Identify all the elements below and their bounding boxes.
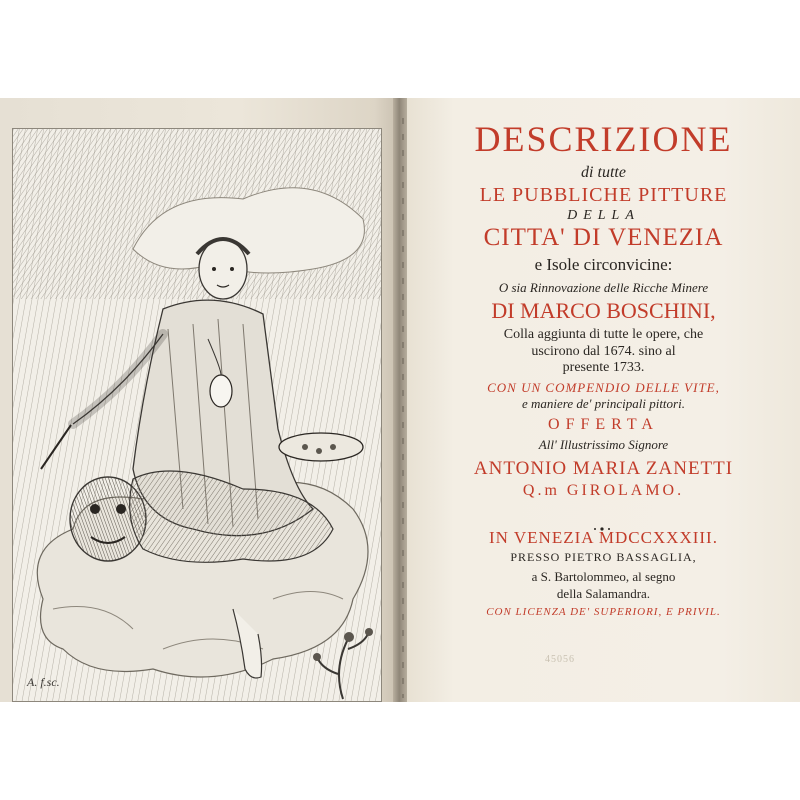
title-bartolommeo: a S. Bartolommeo, al segno [531,569,676,584]
engraved-plate [12,128,382,702]
title-aggiunta-3: presente 1733. [562,360,645,375]
title-offerta: OFFERTA [548,416,659,433]
allegorical-engraving [13,129,381,701]
title-aggiunta-2: uscirono dal 1674. sino al [531,344,676,359]
book-gutter [393,98,407,702]
title-licenza: CON LICENZA DE' SUPERIORI, E PRIVIL. [486,606,721,618]
binding-stitching [402,118,404,698]
title-author: DI MARCO BOSCHINI, [491,298,716,323]
engraver-signature: A. f.sc. [27,675,60,689]
title-presso: PRESSO PIETRO BASSAGLIA, [510,550,697,564]
title-descrizione: DESCRIZIONE [474,119,733,159]
figure-head [199,239,247,299]
right-page-title [407,98,800,702]
title-girolamo: Q.m GIROLAMO. [522,482,685,499]
title-compendio-2: e maniere de' principali pittori. [522,396,685,411]
title-di-tutte: di tutte [581,164,626,181]
mask-pendant [210,375,232,407]
title-aggiunta-1: Colla aggiunta di tutte le opere, che [503,327,704,342]
title-della: DELLA [567,208,640,223]
left-page-frontispiece [0,98,398,702]
painter-palette [279,433,363,461]
title-signore: All' Illustrissimo Signore [538,437,669,452]
title-isole: e Isole circonvicine: [534,255,673,274]
title-citta-venezia: CITTA' DI VENEZIA [483,224,724,251]
faint-library-stamp: 45056 [545,654,575,665]
title-pubbliche-pitture: LE PUBBLICHE PITTURE [479,184,728,206]
title-zanetti: ANTONIO MARIA ZANETTI [473,458,734,479]
title-salamandra: della Salamandra. [556,586,651,601]
title-rinnovazione: O sia Rinnovazione delle Ricche Minere [498,280,709,295]
title-compendio-1: CON UN COMPENDIO DELLE VITE, [487,380,720,395]
open-book [0,98,800,702]
title-imprint: IN VENEZIA MDCCXXXIII. [489,528,718,547]
